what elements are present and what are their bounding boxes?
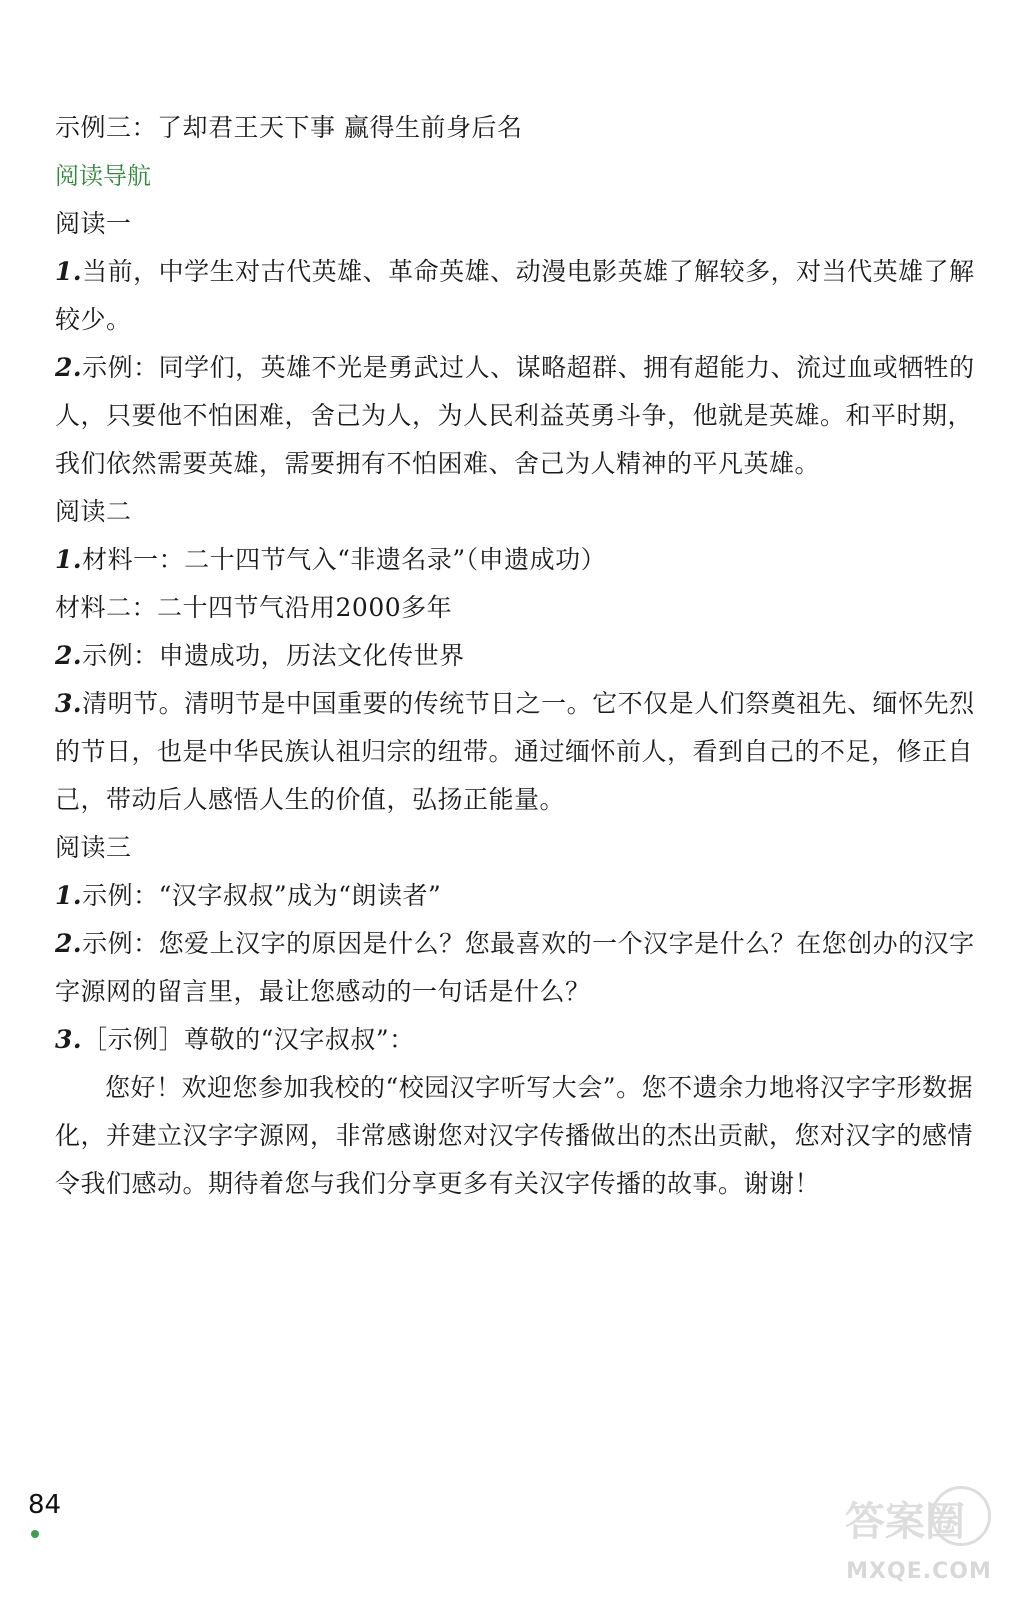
reading-one-answer-1 — [55, 248, 990, 344]
watermark-logo — [839, 1480, 999, 1590]
answer-number: 2. — [55, 641, 83, 670]
answer-number: 2. — [55, 353, 83, 382]
answer-number: 1. — [55, 881, 83, 910]
answer-text: 示例：同学们，英雄不光是勇武过人、谋略超群、拥有超能力、流过血或牺牲的人，只要他不怕困难，舍己为人，为人民利益英勇斗争，他就是英雄。和平时期，我们依然需要英雄，需要拥有不怕困难、舍己为人精神的平凡英雄。 — [55, 353, 975, 478]
answer-page — [55, 104, 990, 1208]
answer-number: 3. — [55, 1025, 83, 1054]
reading-two-answer-3 — [55, 680, 990, 824]
watermark-text: MXQE.COM — [846, 1559, 992, 1584]
reading-three-answer-2 — [55, 920, 990, 1016]
page-dot-icon — [31, 1530, 39, 1538]
answer-text: 示例：“汉字叔叔”成为“朗读者” — [82, 881, 442, 910]
reading-two-answer-1 — [55, 536, 990, 584]
page-number: 84 — [28, 1490, 62, 1520]
reading-navigation-title: 阅读导航 — [55, 162, 151, 190]
answer-text: 当前，中学生对古代英雄、革命英雄、动漫电影英雄了解较多，对当代英雄了解较少。 — [55, 257, 975, 334]
answer-text: 材料一：二十四节气入“非遗名录”（申遗成功） — [82, 545, 607, 574]
reading-one-answer-2 — [55, 344, 990, 488]
reading-three-answer-1 — [55, 872, 990, 920]
reading-one-heading: 阅读一 — [55, 209, 132, 238]
reading-three-answer-3 — [55, 1016, 990, 1064]
answer-text: 清明节。清明节是中国重要的传统节日之一。它不仅是人们祭奠祖先、缅怀先烈的节日，也是中华民族认祖归宗的纽带。通过缅怀前人，看到自己的不足，修正自己，带动后人感悟人生的价值，弘扬正能量。 — [55, 689, 975, 814]
answer-text: 示例：您爱上汉字的原因是什么？您最喜欢的一个汉字是什么？在您创办的汉字字源网的留言里，最让您感动的一句话是什么？ — [55, 929, 975, 1006]
answer-text: ［示例］尊敬的“汉字叔叔”： — [82, 1025, 415, 1054]
answer-number: 1. — [55, 545, 83, 574]
answer-number: 3. — [55, 689, 83, 718]
answer-text: 示例：申遗成功，历法文化传世界 — [82, 641, 465, 670]
example-three-line: 示例三：了却君王天下事 赢得生前身后名 — [55, 113, 523, 142]
letter-body: 您好！欢迎您参加我校的“校园汉字听写大会”。您不遗余力地将汉字字形数据化，并建立汉字字源网，非常感谢您对汉字传播做出的杰出贡献，您对汉字的感情令我们感动。期待着您与我们分享更多有关汉字传播的故事。谢谢！ — [55, 1073, 974, 1198]
reading-two-answer-2 — [55, 632, 990, 680]
reading-two-answer-1-material-2: 材料二：二十四节气沿用2000多年 — [55, 593, 453, 622]
reading-three-heading: 阅读三 — [55, 833, 132, 862]
answer-number: 1. — [55, 257, 83, 286]
watermark-badge-icon — [931, 1486, 991, 1546]
reading-two-heading: 阅读二 — [55, 497, 132, 526]
watermark-glyphs: 答案圈 — [845, 1499, 965, 1545]
answer-number: 2. — [55, 929, 83, 958]
